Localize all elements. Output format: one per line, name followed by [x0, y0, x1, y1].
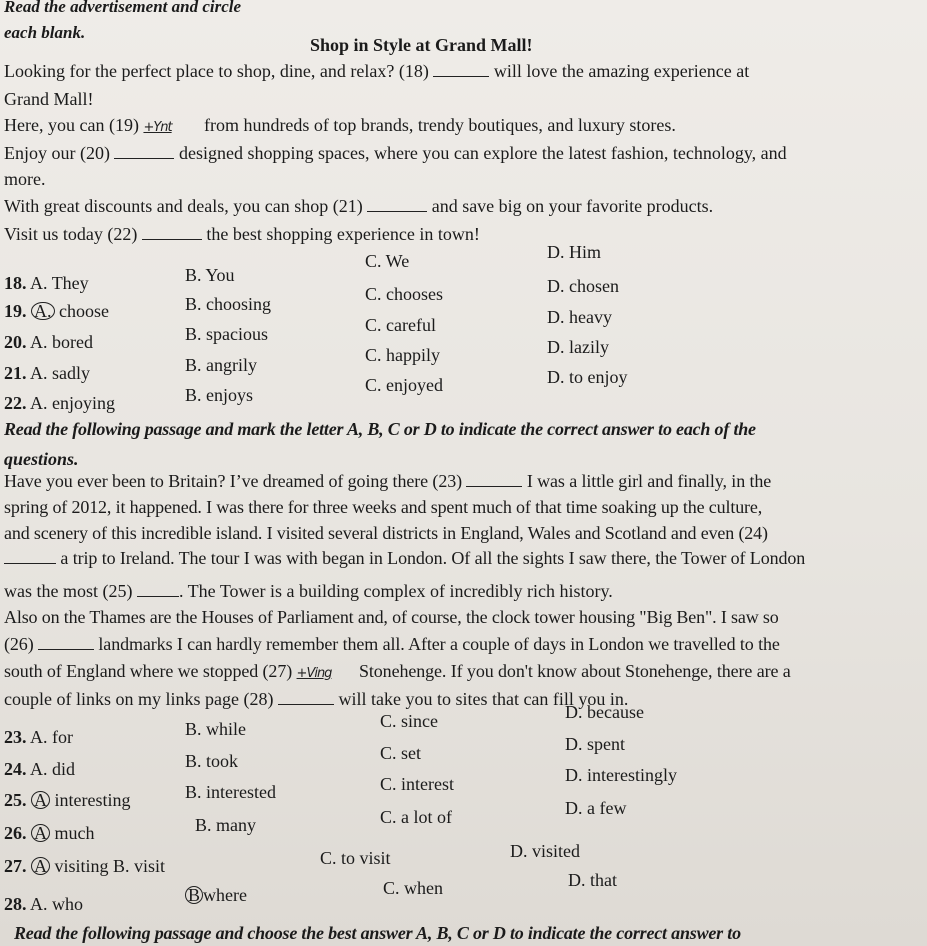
circled-answer-mark[interactable]: A: [31, 824, 50, 842]
text: (26): [4, 634, 34, 654]
section3-instruction: Read the following passage and choose the best answer A, B, C or D to indicate the correct answer to: [14, 923, 741, 943]
passage-line-6: Also on the Thames are the Houses of Parliament and, of course, the clock tower housing "Big Ben". I saw so: [4, 607, 779, 627]
question-25: [4, 789, 130, 811]
option-20-b[interactable]: B. spacious: [185, 324, 268, 344]
text: Have you ever been to Britain? I’ve dreamed of going there (23): [4, 471, 463, 491]
advert-line-19: [4, 114, 676, 139]
text: the best shopping experience in town!: [206, 224, 480, 244]
passage-line-3: and scenery of this incredible island. I visited several districts in England, Wales and Scotland and even (24): [4, 523, 768, 543]
text: south of England where we stopped (27): [4, 661, 293, 681]
option-28-a[interactable]: A. who: [30, 894, 84, 914]
advert-line-2: Grand Mall!: [4, 89, 94, 109]
question-28: [4, 893, 83, 915]
handwritten-answer-27: +Ving: [296, 666, 332, 681]
question-28-b: [185, 884, 247, 906]
text: Here, you can (19): [4, 115, 139, 135]
text: Visit us today (22): [4, 224, 138, 244]
blank-26[interactable]: [38, 635, 94, 650]
question-number: 18.: [4, 273, 27, 293]
text: designed shopping spaces, where you can explore the latest fashion, technology, and: [178, 143, 787, 163]
text: Looking for the perfect place to shop, dine, and relax? (18): [4, 61, 429, 81]
intro-instruction-cont: each blank.: [4, 23, 86, 42]
question-20: [4, 331, 93, 353]
passage-line-4: [4, 547, 805, 569]
option-25-b[interactable]: B. interested: [185, 782, 276, 802]
question-24: [4, 758, 75, 780]
option-19-d[interactable]: D. chosen: [547, 276, 619, 296]
option-26-c[interactable]: C. a lot of: [380, 807, 452, 827]
option-22-d[interactable]: D. to enjoy: [547, 367, 628, 387]
option-23-d[interactable]: D. because: [565, 702, 644, 722]
option-22-a[interactable]: A. enjoying: [30, 393, 116, 413]
question-number: 21.: [4, 363, 27, 383]
option-27-c[interactable]: C. to visit: [320, 848, 391, 868]
question-number: 26.: [4, 823, 27, 843]
text: With great discounts and deals, you can shop (21): [4, 196, 363, 216]
option-25-a[interactable]: interesting: [54, 790, 131, 810]
blank-23[interactable]: [466, 472, 522, 487]
intro-instruction: Read the advertisement and circle: [4, 0, 242, 16]
text: . The Tower is a building complex of incredibly rich history.: [178, 581, 613, 601]
option-28-d[interactable]: D. that: [568, 870, 617, 890]
option-26-a[interactable]: much: [54, 823, 95, 843]
advert-line-18: [4, 60, 749, 82]
blank-25[interactable]: [137, 582, 179, 597]
handwritten-answer-19: +Ynt: [143, 120, 172, 135]
option-18-d[interactable]: D. Him: [547, 242, 601, 262]
blank-18[interactable]: [433, 62, 489, 77]
option-21-a[interactable]: A. sadly: [30, 363, 91, 383]
text: from hundreds of top brands, trendy boutiques, and luxury stores.: [203, 115, 676, 135]
circled-answer-mark[interactable]: A: [31, 791, 50, 809]
option-20-c[interactable]: C. careful: [365, 315, 436, 335]
option-28-c[interactable]: C. when: [383, 878, 443, 898]
text: Stonehenge. If you don't know about Stonehenge, there are a: [358, 661, 791, 681]
option-21-b[interactable]: B. angrily: [185, 355, 257, 375]
passage-line-27: [4, 660, 791, 685]
circled-answer-mark[interactable]: B: [185, 886, 203, 904]
option-20-d[interactable]: D. heavy: [547, 307, 612, 327]
advert-title: Shop in Style at Grand Mall!: [310, 35, 533, 55]
blank-22[interactable]: [142, 225, 202, 240]
question-number: 28.: [4, 894, 27, 914]
blank-24[interactable]: [4, 549, 56, 564]
text: will love the amazing experience at: [493, 61, 750, 81]
option-25-c[interactable]: C. interest: [380, 774, 454, 794]
text: couple of links on my links page (28): [4, 689, 274, 709]
text: a trip to Ireland. The tour I was with began in London. Of all the sights I saw there, the Tower of London: [60, 548, 806, 568]
option-18-c[interactable]: C. We: [365, 251, 410, 271]
advert-line-21: [4, 195, 713, 217]
question-number: 27.: [4, 856, 27, 876]
question-number: 25.: [4, 790, 27, 810]
advert-line-22: [4, 223, 480, 245]
option-21-d[interactable]: D. lazily: [547, 337, 609, 357]
option-24-a[interactable]: A. did: [30, 759, 76, 779]
option-19-b[interactable]: B. choosing: [185, 294, 272, 314]
option-22-b[interactable]: B. enjoys: [185, 385, 254, 405]
text: was the most (25): [4, 581, 133, 601]
option-20-a[interactable]: A. bored: [30, 332, 93, 352]
option-24-c[interactable]: C. set: [380, 743, 422, 763]
advert-line-20: [4, 142, 787, 164]
question-19: [4, 300, 109, 322]
passage-line-25: [4, 580, 613, 602]
option-27-a-b[interactable]: visiting B. visit: [54, 856, 166, 876]
option-24-d[interactable]: D. spent: [565, 734, 625, 754]
question-23: [4, 726, 73, 748]
question-26: [4, 822, 95, 844]
passage-line-2: spring of 2012, it happened. I was there for three weeks and spent much of that time soaking up the culture,: [4, 497, 763, 517]
advert-line-5: more.: [4, 169, 46, 189]
blank-28[interactable]: [278, 690, 334, 705]
question-number: 19.: [4, 301, 27, 321]
option-19-a: choose: [59, 301, 109, 321]
option-23-c[interactable]: C. since: [380, 711, 438, 731]
option-21-c[interactable]: C. happily: [365, 345, 440, 365]
option-25-d[interactable]: D. interestingly: [565, 765, 677, 785]
option-18-b[interactable]: B. You: [185, 265, 235, 285]
section2-instruction: Read the following passage and mark the letter A, B, C or D to indicate the correct answer to each of the: [4, 419, 756, 439]
option-24-b[interactable]: B. took: [185, 751, 239, 771]
text: Enjoy our (20): [4, 143, 110, 163]
option-18-a[interactable]: A. They: [30, 273, 89, 293]
passage-line-28: [4, 688, 628, 710]
option-26-b[interactable]: B. many: [195, 815, 256, 835]
question-number: 22.: [4, 393, 27, 413]
option-19-c[interactable]: C. chooses: [365, 284, 443, 304]
text: and save big on your favorite products.: [431, 196, 714, 216]
text: I was a little girl and finally, in the: [526, 471, 772, 491]
text: landmarks I can hardly remember them all. After a couple of days in London we travelled to the: [98, 634, 780, 654]
question-18: [4, 272, 89, 294]
text: will take you to sites that can fill you in.: [338, 689, 629, 709]
circled-answer-mark[interactable]: A: [31, 857, 50, 875]
blank-21[interactable]: [367, 197, 427, 212]
question-22: [4, 392, 115, 414]
passage-line-23: [4, 470, 771, 492]
blank-20[interactable]: [114, 144, 174, 159]
circled-answer-mark[interactable]: A.: [31, 302, 55, 320]
option-27-d[interactable]: D. visited: [510, 841, 580, 861]
option-28-b[interactable]: where: [203, 885, 247, 905]
question-27: [4, 855, 165, 877]
question-number: 23.: [4, 727, 27, 747]
option-26-d[interactable]: D. a few: [565, 798, 627, 818]
question-number: 24.: [4, 759, 27, 779]
question-number: 20.: [4, 332, 27, 352]
section2-instruction-cont: questions.: [4, 449, 79, 469]
option-23-b[interactable]: B. while: [185, 719, 246, 739]
option-22-c[interactable]: C. enjoyed: [365, 375, 443, 395]
question-21: [4, 362, 90, 384]
passage-line-26: [4, 633, 780, 655]
option-23-a[interactable]: A. for: [30, 727, 74, 747]
